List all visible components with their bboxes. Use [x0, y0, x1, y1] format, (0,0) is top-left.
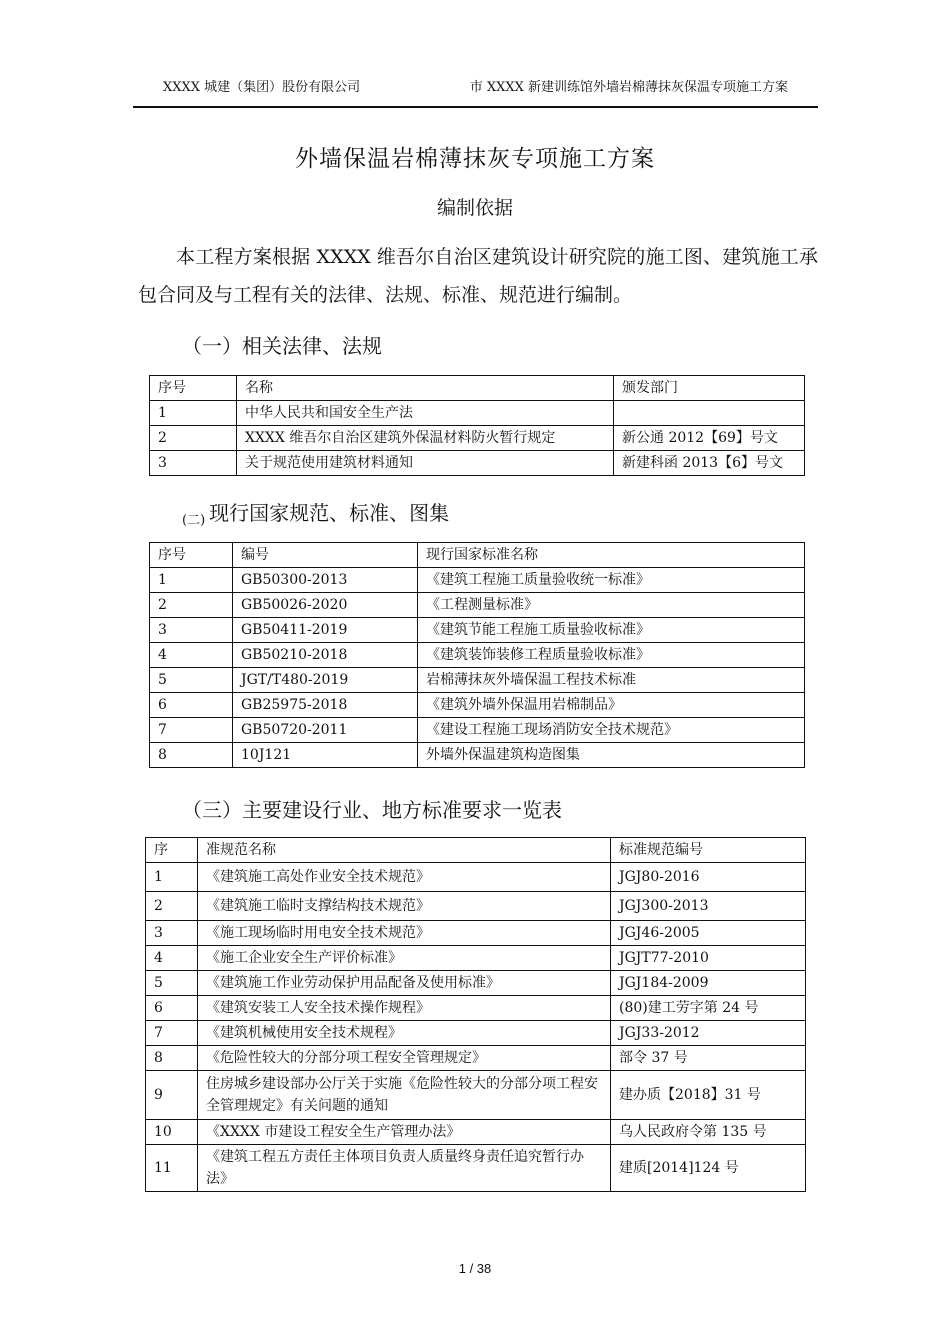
industry-standards-table-body	[146, 838, 806, 1192]
table-cell: 建质[2014]124 号	[611, 1145, 806, 1192]
table-cell: 1	[146, 863, 198, 892]
table-cell: 《建设工程施工现场消防安全技术规范》	[418, 718, 805, 743]
intro-paragraph: 本工程方案根据 XXXX 维吾尔自治区建筑设计研究院的施工图、建筑施工承包合同及与工程有关的法律、法规、标准、规范进行编制。	[138, 246, 818, 306]
section2-heading-number: (二)	[182, 513, 206, 528]
header-divider	[133, 106, 818, 108]
column-header: 标准规范编号	[611, 838, 806, 863]
table-row	[146, 1021, 806, 1046]
table-row	[150, 568, 805, 593]
table-cell: JGJ33-2012	[611, 1021, 806, 1046]
table-cell: 2	[150, 426, 237, 451]
table-cell: JGJ184-2009	[611, 971, 806, 996]
table-cell: 新建科函 2013【6】号文	[614, 451, 805, 476]
national-standards-table	[149, 542, 805, 768]
table-cell: 部令 37 号	[611, 1046, 806, 1071]
laws-table-body	[150, 376, 805, 476]
table-cell: 1	[150, 568, 233, 593]
table-cell: JGJT77-2010	[611, 946, 806, 971]
table-row	[150, 693, 805, 718]
table-row	[146, 1046, 806, 1071]
table-cell: 4	[146, 946, 198, 971]
table-row	[146, 946, 806, 971]
table-cell: 《建筑节能工程施工质量验收标准》	[418, 618, 805, 643]
table-cell: 2	[146, 892, 198, 921]
industry-standards-table	[145, 837, 806, 1192]
table-row	[146, 996, 806, 1021]
table-cell: GB25975-2018	[233, 693, 418, 718]
section3-heading: （三）主要建设行业、地方标准要求一览表	[182, 798, 562, 822]
page-header	[133, 74, 818, 96]
table-cell: XXXX 维吾尔自治区建筑外保温材料防火暂行规定	[237, 426, 614, 451]
table-cell: JGJ300-2013	[611, 892, 806, 921]
column-header: 名称	[237, 376, 614, 401]
table-cell: 《建筑施工高处作业安全技术规范》	[198, 863, 611, 892]
table-row	[146, 1071, 806, 1120]
column-header: 现行国家标准名称	[418, 543, 805, 568]
table-row	[150, 668, 805, 693]
table-cell: 3	[150, 618, 233, 643]
table-cell: 8	[150, 743, 233, 768]
table-cell: GB50210-2018	[233, 643, 418, 668]
table-cell: 7	[146, 1021, 198, 1046]
table-cell: 建办质【2018】31 号	[611, 1071, 806, 1120]
table-cell: 《建筑工程五方责任主体项目负责人质量终身责任追究暂行办法》	[198, 1145, 611, 1192]
table-row	[146, 892, 806, 921]
table-cell: 6	[150, 693, 233, 718]
table-cell: 3	[146, 921, 198, 946]
table-cell: GB50720-2011	[233, 718, 418, 743]
table-row	[146, 971, 806, 996]
page-number: 1 / 38	[458, 1261, 492, 1276]
table-cell: 岩棉薄抹灰外墙保温工程技术标准	[418, 668, 805, 693]
table-cell: 《建筑施工作业劳动保护用品配备及使用标准》	[198, 971, 611, 996]
table-cell: 8	[146, 1046, 198, 1071]
table-cell: 6	[146, 996, 198, 1021]
table-cell: 《施工现场临时用电安全技术规范》	[198, 921, 611, 946]
table-cell: 住房城乡建设部办公厅关于实施《危险性较大的分部分项工程安全管理规定》有关问题的通知	[198, 1071, 611, 1120]
table-row	[146, 921, 806, 946]
table-cell: 4	[150, 643, 233, 668]
table-row	[150, 618, 805, 643]
section2-heading	[182, 497, 449, 528]
table-cell: 11	[146, 1145, 198, 1192]
table-row	[150, 426, 805, 451]
table-cell: 《工程测量标准》	[418, 593, 805, 618]
table-cell: 《危险性较大的分部分项工程安全管理规定》	[198, 1046, 611, 1071]
table-cell: 1	[150, 401, 237, 426]
table-cell: GB50026-2020	[233, 593, 418, 618]
laws-table	[149, 375, 805, 476]
table-header-row	[150, 543, 805, 568]
column-header: 序号	[150, 543, 233, 568]
table-cell: 关于规范使用建筑材料通知	[237, 451, 614, 476]
table-row	[150, 451, 805, 476]
table-cell: 9	[146, 1071, 198, 1120]
table-cell: 《建筑装饰装修工程质量验收标准》	[418, 643, 805, 668]
header-company: XXXX 城建（集团）股份有限公司	[163, 79, 361, 95]
table-cell: 5	[146, 971, 198, 996]
table-cell: 5	[150, 668, 233, 693]
document-title: 外墙保温岩棉薄抹灰专项施工方案	[295, 146, 655, 172]
table-cell: 《建筑工程施工质量验收统一标准》	[418, 568, 805, 593]
column-header: 准规范名称	[198, 838, 611, 863]
table-row	[146, 1145, 806, 1192]
table-cell: 《建筑机械使用安全技术规程》	[198, 1021, 611, 1046]
column-header: 颁发部门	[614, 376, 805, 401]
section2-heading-text: 现行国家规范、标准、图集	[209, 501, 450, 525]
header-project: 市 XXXX 新建训练馆外墙岩棉薄抹灰保温专项施工方案	[469, 79, 788, 95]
table-cell: JGJ80-2016	[611, 863, 806, 892]
table-cell: 《建筑施工临时支撑结构技术规范》	[198, 892, 611, 921]
table-cell: 乌人民政府令第 135 号	[611, 1120, 806, 1145]
table-cell: GB50300-2013	[233, 568, 418, 593]
table-cell	[614, 401, 805, 426]
table-row	[146, 1120, 806, 1145]
table-cell: 3	[150, 451, 237, 476]
table-cell: 《建筑安装工人安全技术操作规程》	[198, 996, 611, 1021]
document-subtitle: 编制依据	[436, 197, 513, 219]
table-cell: 外墙外保温建筑构造图集	[418, 743, 805, 768]
table-header-row	[146, 838, 806, 863]
table-cell: 10	[146, 1120, 198, 1145]
table-cell: 新公通 2012【69】号文	[614, 426, 805, 451]
column-header: 序	[146, 838, 198, 863]
table-row	[146, 863, 806, 892]
table-row	[150, 401, 805, 426]
table-cell: JGJ46-2005	[611, 921, 806, 946]
column-header: 编号	[233, 543, 418, 568]
table-row	[150, 743, 805, 768]
table-cell: GB50411-2019	[233, 618, 418, 643]
section1-heading: （一）相关法律、法规	[182, 334, 382, 358]
column-header: 序号	[150, 376, 237, 401]
table-cell: (80)建工劳字第 24 号	[611, 996, 806, 1021]
national-standards-table-body	[150, 543, 805, 768]
table-cell: 7	[150, 718, 233, 743]
table-header-row	[150, 376, 805, 401]
table-row	[150, 718, 805, 743]
table-row	[150, 643, 805, 668]
table-cell: 《施工企业安全生产评价标准》	[198, 946, 611, 971]
table-row	[150, 593, 805, 618]
table-cell: JGT/T480-2019	[233, 668, 418, 693]
table-cell: 《XXXX 市建设工程安全生产管理办法》	[198, 1120, 611, 1145]
table-cell: 《建筑外墙外保温用岩棉制品》	[418, 693, 805, 718]
table-cell: 2	[150, 593, 233, 618]
table-cell: 10J121	[233, 743, 418, 768]
table-cell: 中华人民共和国安全生产法	[237, 401, 614, 426]
